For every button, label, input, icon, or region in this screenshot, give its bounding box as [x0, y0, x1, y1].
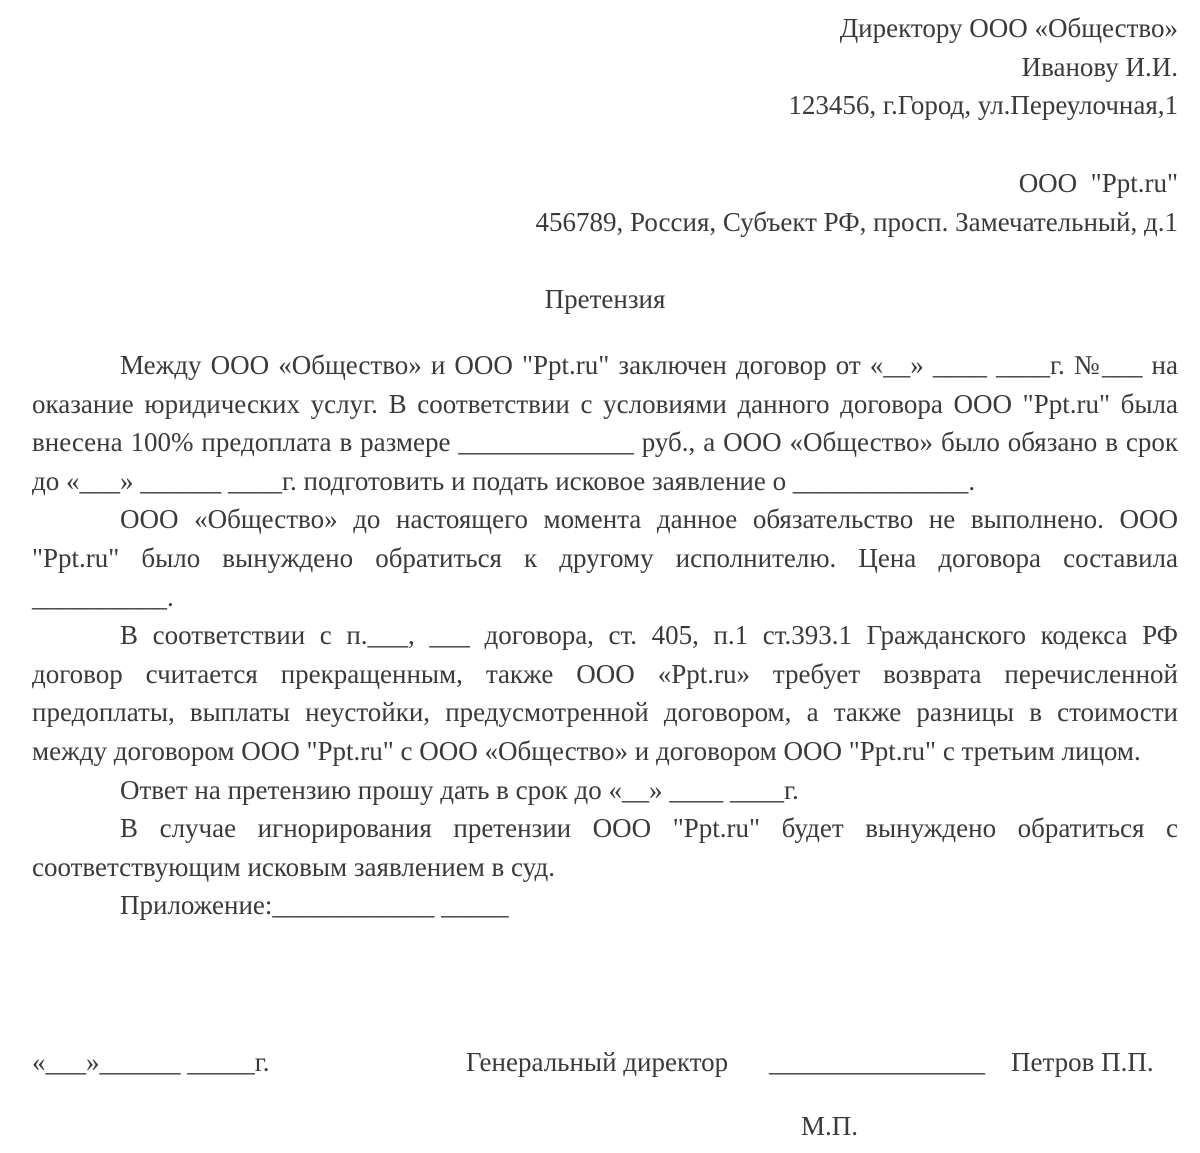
stamp-placeholder: М.П. — [801, 1111, 859, 1141]
paragraph-legal-basis: В соответствии с п.___, ___ договора, ст. 405, п.1 ст.393.1 Гражданского кодекса РФ договор считается прекращенным, также ООО «Ppt.ru» требует возврата перечисленной предоплаты, выплаты неустойки, предусмотренной договором, а также разницы в стоимости между договором ООО "Ppt.ru" с ООО «Общество» и договором ООО "Ppt.ru" с третьим лицом. — [32, 620, 1178, 766]
paragraph-attachment: Приложение:____________ _____ — [120, 890, 509, 921]
sender-company: ООО "Ppt.ru" — [1018, 168, 1178, 198]
signature-date: «___»______ _____г. — [32, 1047, 270, 1077]
paragraph-court-warning: В случае игнорирования претензии ООО "Ppt.ru" будет вынуждено обратиться с соответствующим исковым заявлением в суд. — [32, 813, 1178, 882]
paragraph-contract: Между ООО «Общество» и ООО "Ppt.ru" заключен договор от «__» ____ ____г. №___ на оказание юридических услуг. В соответствии с условиями данного договора ООО "Ppt.ru" была внесена 100% предоплата в размере _____________ руб., а ООО «Общество» было обязано в срок до «___» ______ ____г. подготовить и подать исковое заявление о _____________. — [32, 350, 1178, 496]
recipient-name: Иванову И.И. — [1021, 52, 1178, 82]
paragraph-obligation: ООО «Общество» до настоящего момента данное обязательство не выполнено. ООО "Ppt.ru" было вынуждено обратиться к другому исполнителю. Цена договора составила __________. — [32, 504, 1178, 612]
document-title: Претензия — [544, 284, 666, 314]
sender-address: 456789, Россия, Субъект РФ, просп. Замечательный, д.1 — [535, 207, 1178, 237]
document-body — [32, 346, 1178, 925]
recipient-address: 123456, г.Город, ул.Переулочная,1 — [788, 90, 1178, 120]
signature-line: ________________ — [769, 1047, 985, 1077]
paragraph-response-deadline: Ответ на претензию прошу дать в срок до «__» ____ ____г. — [120, 774, 799, 805]
signer-name: Петров П.П. — [1011, 1047, 1154, 1077]
signer-position: Генеральный директор — [466, 1047, 729, 1077]
recipient-position: Директору ООО «Общество» — [839, 13, 1178, 43]
